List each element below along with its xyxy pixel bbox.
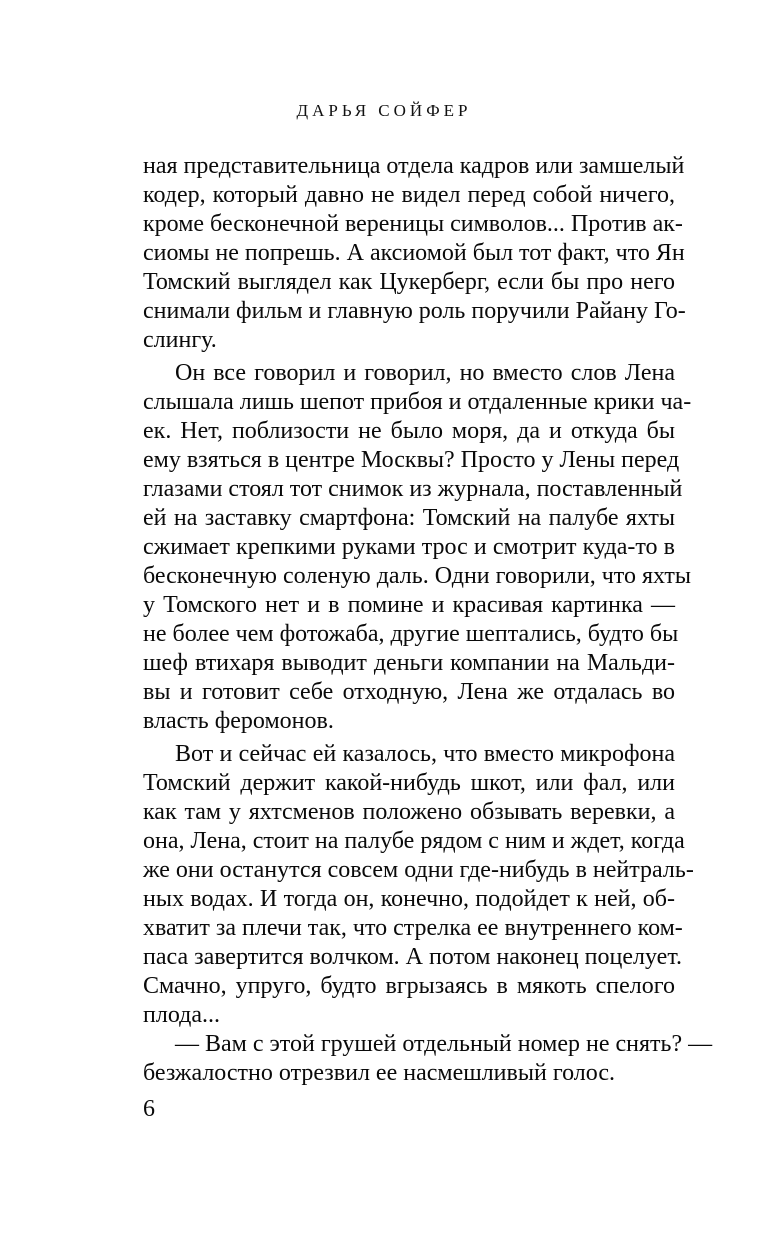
text-line: Он все говорил и говорил, но вместо слов Лена <box>175 360 675 386</box>
text-line: паса завертится волчком. А потом наконец поцелует. <box>143 944 683 970</box>
text-line: — Вам с этой грушей отдельный номер не снять? — <box>175 1031 713 1057</box>
text-line: вы и готовит себе отходную, Лена же отдалась во <box>143 679 675 705</box>
text-line: кроме бесконечной вереницы символов... Против ак- <box>143 211 683 237</box>
text-line: Смачно, упруго, будто вгрызаясь в мякоть спелого <box>143 973 675 999</box>
text-line: слышала лишь шепот прибоя и отдаленные крики ча- <box>143 389 692 415</box>
text-line: как там у яхтсменов положено обзывать веревки, а <box>143 799 675 825</box>
text-line: глазами стоял тот снимок из журнала, поставленный <box>143 476 683 502</box>
text-line: ему взяться в центре Москвы? Просто у Лены перед <box>143 447 680 473</box>
text-line: сиомы не попрешь. А аксиомой был тот факт, что Ян <box>143 240 685 266</box>
text-line: кодер, который давно не видел перед собой ничего, <box>143 182 675 208</box>
text-line: она, Лена, стоит на палубе рядом с ним и ждет, когда <box>143 828 685 854</box>
text-line: ек. Нет, поблизости не было моря, да и откуда бы <box>143 418 675 444</box>
text-line: Томский выглядел как Цукерберг, если бы про него <box>143 269 675 295</box>
text-line: Вот и сейчас ей казалось, что вместо микрофона <box>175 741 675 767</box>
text-line: же они останутся совсем одни где-нибудь в нейтраль- <box>143 857 694 883</box>
text-line: хватит за плечи так, что стрелка ее внутреннего ком- <box>143 915 683 941</box>
text-line: шеф втихаря выводит деньги компании на Мальди- <box>143 650 675 676</box>
text-line: ная представительница отдела кадров или замшелый <box>143 153 685 179</box>
paragraph <box>143 740 694 1030</box>
text-line: бесконечную соленую даль. Одни говорили, что яхты <box>143 563 692 589</box>
text-line: снимали фильм и главную роль поручили Райану Го- <box>143 298 686 324</box>
text-line: у Томского нет и в помине и красивая картинка — <box>143 592 675 618</box>
text-line: сжимает крепкими руками трос и смотрит куда-то в <box>143 534 675 560</box>
text-line: слингу. <box>143 327 217 353</box>
text-line: власть феромонов. <box>143 708 334 734</box>
paragraph <box>143 1030 713 1088</box>
page-number: 6 <box>143 1096 155 1122</box>
text-line: плода... <box>143 1002 220 1028</box>
text-line: ных водах. И тогда он, конечно, подойдет к ней, об- <box>143 886 675 912</box>
text-line: Томский держит какой-нибудь шкот, или фал, или <box>143 770 675 796</box>
paragraph <box>143 359 692 736</box>
text-line: ей на заставку смартфона: Томский на палубе яхты <box>143 505 675 531</box>
text-line: безжалостно отрезвил ее насмешливый голос. <box>143 1060 615 1086</box>
body-text <box>143 152 713 1088</box>
running-head-author: ДАРЬЯ СОЙФЕР <box>296 101 472 120</box>
paragraph <box>143 152 686 355</box>
text-line: не более чем фотожаба, другие шептались, будто бы <box>143 621 679 647</box>
